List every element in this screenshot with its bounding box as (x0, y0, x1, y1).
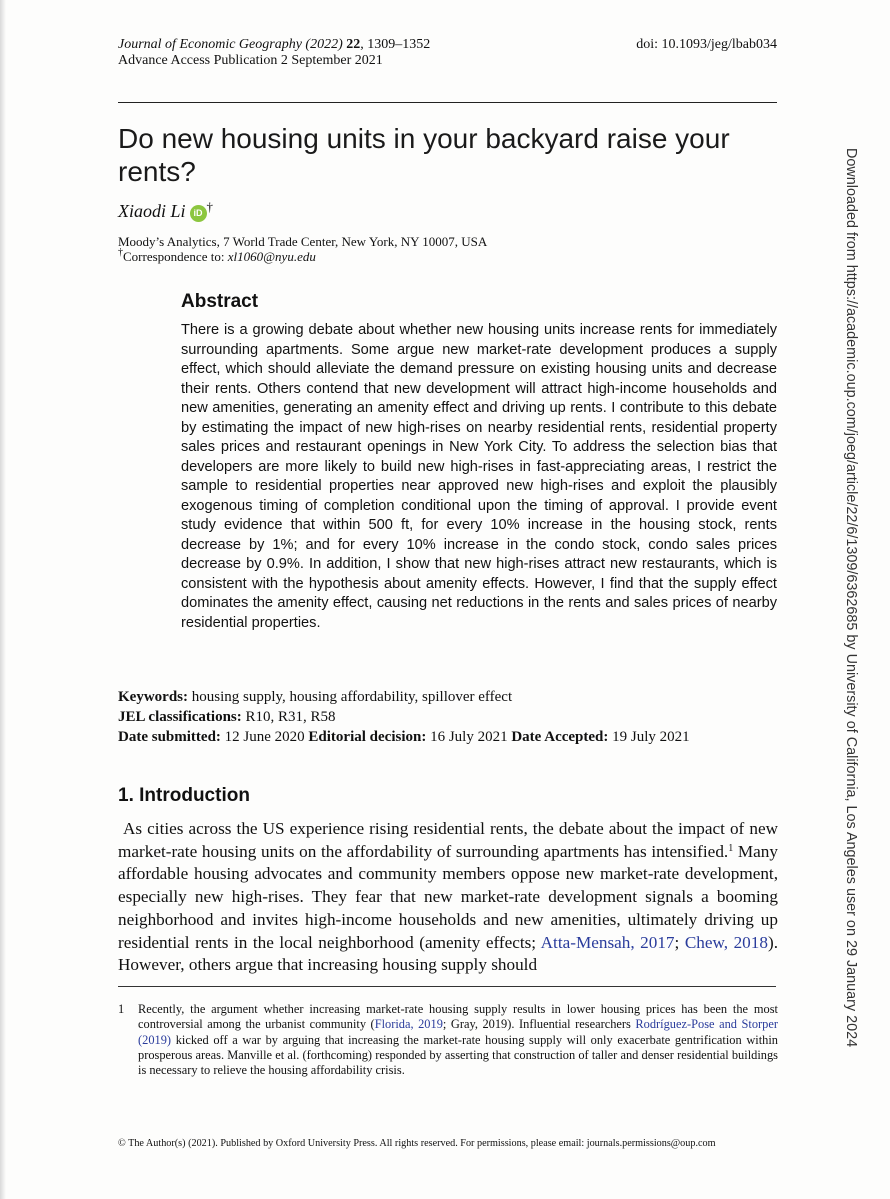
article-title: Do new housing units in your backyard raise your rents? (118, 123, 730, 187)
intro-text-2: Many affordable housing advocates and community members oppose new market-rate development, especially new high-rises. They fear that new market-rate development signals a booming neighborhood and invites high-income households and new amenities, ultimately driving up residential rents in the local neighborhood (amenity effects; (118, 841, 778, 952)
journal-pages: , 1309–1352 (360, 37, 431, 52)
dagger-mark: † (206, 199, 214, 214)
keywords-block (118, 687, 778, 747)
citation-link[interactable]: Atta-Mensah, 2017 (540, 932, 675, 952)
jel-value: R10, R31, R58 (241, 709, 336, 725)
advance-access: Advance Access Publication 2 September 2021 (118, 53, 383, 68)
download-watermark: Downloaded from https://academic.oup.com/joeg/article/22/6/1309/6362685 by University of California, Los Angeles user on 29 January 2024 (843, 148, 859, 1048)
copyright-notice: © The Author(s) (2021). Published by Oxford University Press. All rights reserved. For permissions, please email: journals.permissions@oup.com (118, 1138, 716, 1149)
accepted-value: 19 July 2021 (608, 729, 690, 745)
author-name[interactable]: Xiaodi Li (118, 201, 186, 221)
submitted-label: Date submitted: (118, 729, 221, 745)
decision-value: 16 July 2021 (426, 729, 512, 745)
decision-label: Editorial decision: (308, 729, 427, 745)
submitted-value: 12 June 2020 (220, 729, 309, 745)
footnote-marker[interactable]: 1 (728, 842, 734, 854)
accepted-label: Date Accepted: (511, 729, 609, 745)
citation-link[interactable]: Chew, 2018 (684, 932, 768, 952)
correspondence-dagger: † (118, 247, 123, 258)
abstract-heading: Abstract (181, 291, 259, 312)
footnote-text-1: Recently, the argument whether increasing market-rate housing supply results in lower housing prices has been the most controversial among the urbanist community ( (138, 1002, 778, 1032)
footnote-text-3: kicked off a war by arguing that increasing the market-rate housing supply will only exacerbate gentrification within prosperous areas. Manville et al. (forthcoming) responded by asserting that construction of taller and denser residential buildings is necessary to relieve the housing affordability crisis. (138, 1032, 778, 1078)
doi[interactable]: doi: 10.1093/jeg/lbab034 (636, 37, 777, 52)
correspondence-label: Correspondence to: (123, 249, 228, 264)
citation-link[interactable]: Rodríguez-Pose and Storper (2019) (138, 1017, 778, 1047)
header-rule (118, 102, 777, 103)
footnote (118, 1002, 778, 1078)
citation-link[interactable]: Florida, 2019 (374, 1017, 443, 1032)
author-line (118, 199, 213, 222)
footnote-number: 1 (118, 1002, 125, 1016)
section-heading-introduction: 1. Introduction (118, 785, 250, 806)
correspondence-email[interactable]: xl1060@nyu.edu (227, 249, 316, 264)
abstract-text: There is a growing debate about whether new housing units increase rents for immediately surrounding apartments. Some argue new market-rate development produces a supply effect, which should alleviate the demand pressure on existing housing units and decrease their rents. Others contend that new development will attract high-income households and new amenities, generating an amenity effect and driving up rents. I contribute to this debate by estimating the impact of new high-rises on nearby residential rents, residential property sales prices and restaurant openings in New York City. To address the selection bias that developers are more likely to build new high-rises in fast-appreciating areas, I restrict the sample to residential properties near approved new high-rises and exploit the plausibly exogenous timing of completion conditional upon the timing of approval. I provide event study evidence that within 500 ft, for every 10% increase in the housing stock, rents decrease by 1%; and for every 10% increase in the condo stock, condo sales prices decrease by 0.9%. In addition, I show that new high-rises attract new restaurants, which is consistent with the hypothesis about amenity effects. However, I find that the supply effect dominates the amenity effect, causing net reductions in the rents and sales prices of nearby residential properties. (181, 322, 777, 631)
orcid-icon[interactable]: iD (190, 205, 207, 222)
introduction-paragraph (118, 818, 778, 977)
jel-label: JEL classifications: (118, 709, 242, 725)
journal-volume: 22 (346, 37, 361, 52)
keywords-value: housing supply, housing affordability, spillover effect (188, 689, 513, 705)
footnote-rule (118, 986, 776, 987)
keywords-label: Keywords: (118, 689, 188, 705)
intro-text-3: ). However, others argue that increasing housing supply should (118, 932, 778, 975)
affiliation: Moody’s Analytics, 7 World Trade Center, New York, NY 10007, USA (118, 234, 488, 249)
citation-separator: ; (674, 932, 685, 952)
intro-text-1: As cities across the US experience rising residential rents, the debate about the impact of new market-rate housing units on the affordability of surrounding apartments has intensified. (118, 819, 778, 861)
journal-name: Journal of Economic Geography (2022) (118, 37, 343, 52)
journal-citation (118, 37, 430, 69)
affiliation-block (118, 234, 487, 264)
page-edge-shadow (0, 0, 6, 1199)
footnote-text (138, 1002, 778, 1078)
footnote-text-2: ; Gray, 2019). Influential researchers (442, 1017, 636, 1032)
